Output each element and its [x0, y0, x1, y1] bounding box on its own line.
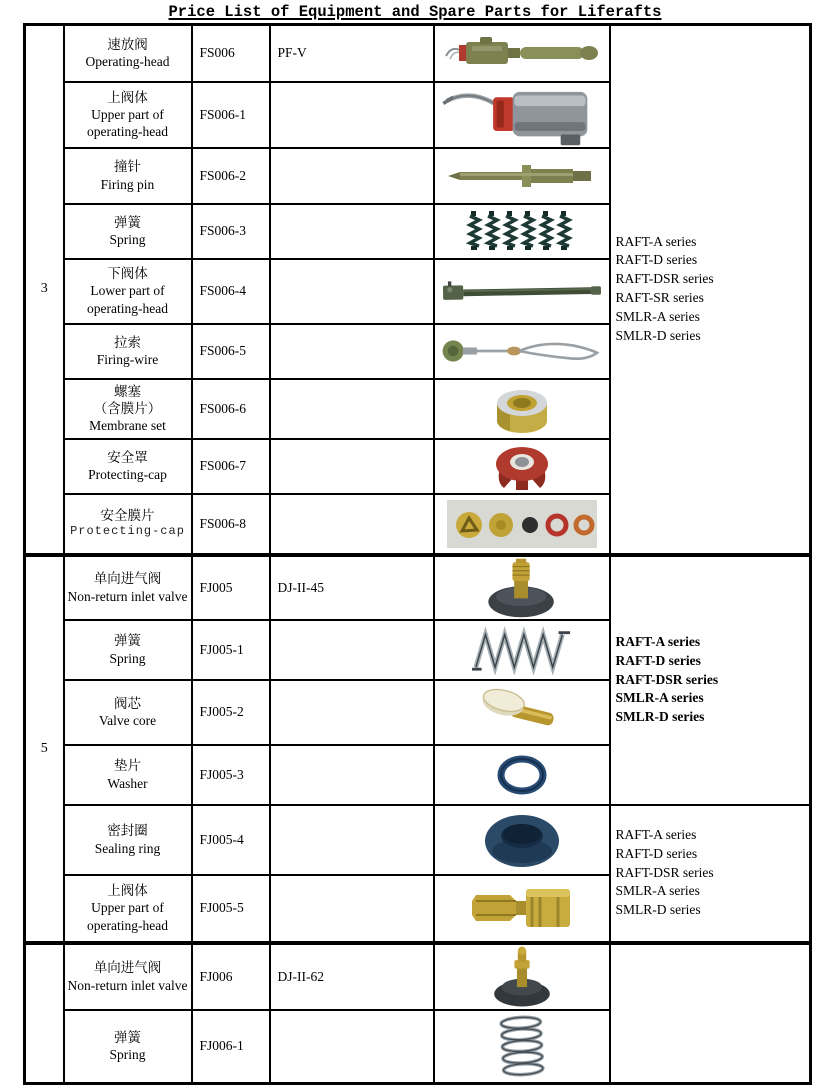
part-name-en: Operating-head: [85, 54, 170, 70]
part-name-cn: 撞针: [114, 159, 141, 175]
part-code: FS006-1: [192, 82, 270, 148]
part-name-cn: 单向进气阀: [93, 571, 162, 587]
part-photo-cell: [434, 1010, 610, 1084]
part-photo-cell: [434, 259, 610, 324]
part-model: [270, 259, 434, 324]
part-code: FJ005-5: [192, 875, 270, 943]
part-code: FS006-4: [192, 259, 270, 324]
part-model: DJ-II-62: [270, 943, 434, 1010]
part-name-en: Spring: [109, 650, 146, 666]
part-name-en: Valve core: [98, 713, 157, 728]
upper-part-photo: [435, 83, 609, 147]
part-name-en: Protecting-cap: [88, 467, 167, 482]
series-cell: [610, 25, 811, 555]
zigzag-spring-photo: [435, 625, 609, 675]
part-photo-cell: [434, 25, 610, 82]
part-model: [270, 148, 434, 204]
part-name-cn: 垫片: [114, 758, 141, 774]
part-name-cell: [64, 148, 192, 204]
part-name-en: Spring: [109, 232, 146, 247]
series-cell: [610, 943, 811, 1084]
part-name-cell: [64, 943, 192, 1010]
part-model: [270, 204, 434, 259]
part-name-cn: 螺塞: [114, 383, 141, 399]
part-name-cn: 下阀体: [107, 266, 148, 282]
part-code: FJ005-2: [192, 680, 270, 745]
part-name-cn: 密封圈: [107, 823, 148, 839]
part-name-cell: [64, 805, 192, 875]
series-line: SMLR-D series: [615, 328, 701, 344]
part-code: FS006: [192, 25, 270, 82]
part-photo-cell: [434, 805, 610, 875]
membrane-set-photo: [435, 381, 609, 437]
part-name-cn: 上阀体: [107, 883, 148, 899]
membrane-parts-set-photo: [435, 500, 609, 548]
part-name-en: Washer: [107, 775, 148, 791]
part-model: [270, 680, 434, 745]
operating-head-photo: [435, 34, 609, 72]
part-photo-cell: [434, 555, 610, 620]
part-name-cell: [64, 494, 192, 555]
part-name-cn2: （含膜片）: [93, 400, 162, 416]
part-photo-cell: [434, 439, 610, 494]
part-photo-cell: [434, 745, 610, 805]
part-code: FJ005: [192, 555, 270, 620]
part-code: FS006-2: [192, 148, 270, 204]
part-photo-cell: [434, 620, 610, 680]
lower-part-photo: [435, 278, 609, 304]
upper-valve-fitting-photo: [435, 881, 609, 935]
series-line: RAFT-A series: [615, 233, 697, 249]
series-line: SMLR-A series: [615, 690, 704, 706]
part-name-cell: [64, 259, 192, 324]
sealing-ring-photo: [435, 811, 609, 869]
part-name-cell: [64, 680, 192, 745]
series-line: RAFT-D series: [615, 252, 698, 268]
series-line: RAFT-A series: [615, 633, 701, 649]
series-line: RAFT-A series: [615, 826, 697, 842]
firing-pin-photo: [435, 162, 609, 190]
part-model: [270, 379, 434, 439]
series-cell: [610, 805, 811, 943]
part-photo-cell: [434, 82, 610, 148]
part-name-cn: 弹簧: [114, 633, 141, 649]
part-code: FJ006-1: [192, 1010, 270, 1084]
part-name-en: Firing-wire: [96, 352, 159, 367]
part-code: FJ005-1: [192, 620, 270, 680]
series-line: SMLR-D series: [615, 709, 705, 725]
part-name-en: Sealing ring: [94, 840, 161, 856]
parts-table: [23, 23, 812, 1085]
part-name-cn: 上阀体: [107, 89, 148, 105]
part-name-cell: [64, 439, 192, 494]
part-name-en: Protecting-cap: [70, 524, 185, 539]
part-name-cn: 弹簧: [114, 1029, 141, 1045]
part-model: [270, 745, 434, 805]
part-model: [270, 875, 434, 943]
part-code: FS006-6: [192, 379, 270, 439]
part-name-cell: [64, 555, 192, 620]
part-name-en: Membrane set: [89, 418, 166, 434]
series-line: RAFT-DSR series: [615, 671, 719, 687]
series-cell: [610, 555, 811, 805]
part-name-en: Spring: [109, 1047, 146, 1063]
part-photo-cell: [434, 943, 610, 1010]
part-name-cell: [64, 379, 192, 439]
part-model: [270, 324, 434, 379]
part-name-cn: 弹簧: [114, 214, 141, 230]
part-photo-cell: [434, 379, 610, 439]
part-code: FJ005-4: [192, 805, 270, 875]
firing-wire-photo: [435, 336, 609, 366]
part-code: FJ005-3: [192, 745, 270, 805]
springs-row-photo: [435, 210, 609, 252]
part-photo-cell: [434, 204, 610, 259]
part-name-cell: [64, 745, 192, 805]
series-line: SMLR-A series: [615, 883, 700, 899]
part-code: FJ006: [192, 943, 270, 1010]
part-code: FS006-7: [192, 439, 270, 494]
part-code: FS006-8: [192, 494, 270, 555]
group-number: 3: [25, 25, 64, 555]
part-model: [270, 439, 434, 494]
non-return-valve-photo: [435, 557, 609, 619]
part-model: DJ-II-45: [270, 555, 434, 620]
part-photo-cell: [434, 494, 610, 555]
series-line: RAFT-DSR series: [615, 864, 714, 880]
valve-core-photo: [435, 682, 609, 742]
page-title: Price List of Equipment and Spare Parts for Liferafts: [168, 3, 662, 21]
series-line: SMLR-A series: [615, 309, 700, 325]
part-name-cell: [64, 620, 192, 680]
part-name-cell: [64, 82, 192, 148]
part-name-cn: 阀芯: [114, 695, 141, 711]
part-model: [270, 805, 434, 875]
part-model: PF-V: [270, 25, 434, 82]
group-number: 5: [25, 555, 64, 943]
part-photo-cell: [434, 148, 610, 204]
part-name-cn: 安全罩: [107, 449, 148, 465]
part-name-cn: 安全膜片: [100, 508, 155, 524]
series-line: RAFT-SR series: [615, 290, 704, 306]
series-line: RAFT-DSR series: [615, 271, 714, 287]
part-photo-cell: [434, 324, 610, 379]
part-photo-cell: [434, 680, 610, 745]
part-name-cell: [64, 204, 192, 259]
part-name-en: Upper part of operating-head: [87, 900, 168, 933]
part-model: [270, 82, 434, 148]
part-name-cell: [64, 1010, 192, 1084]
part-model: [270, 1010, 434, 1084]
part-name-cn: 速放阀: [107, 36, 148, 52]
part-model: [270, 494, 434, 555]
part-model: [270, 620, 434, 680]
non-return-valve-photo: [435, 945, 609, 1009]
part-name-en: Non-return inlet valve: [67, 977, 188, 993]
part-photo-cell: [434, 875, 610, 943]
part-name-cell: [64, 324, 192, 379]
part-name-cell: [64, 25, 192, 82]
series-line: SMLR-D series: [615, 902, 701, 918]
part-name-en: Firing pin: [100, 176, 155, 192]
group-number: [25, 943, 64, 1084]
series-line: RAFT-D series: [615, 845, 698, 861]
part-code: FS006-3: [192, 204, 270, 259]
part-name-en: Upper part of operating-head: [87, 106, 168, 140]
part-name-cn: 拉索: [114, 334, 141, 350]
part-name-cell: [64, 875, 192, 943]
part-code: FS006-5: [192, 324, 270, 379]
part-name-en: Non-return inlet valve: [67, 588, 188, 604]
series-line: RAFT-D series: [615, 652, 701, 668]
part-name-en: Lower part of operating-head: [87, 283, 168, 316]
washer-o-ring-photo: [435, 752, 609, 798]
part-name-cn: 单向进气阀: [93, 960, 162, 976]
protecting-cap-photo: [435, 440, 609, 492]
coil-spring-photo: [435, 1012, 609, 1080]
